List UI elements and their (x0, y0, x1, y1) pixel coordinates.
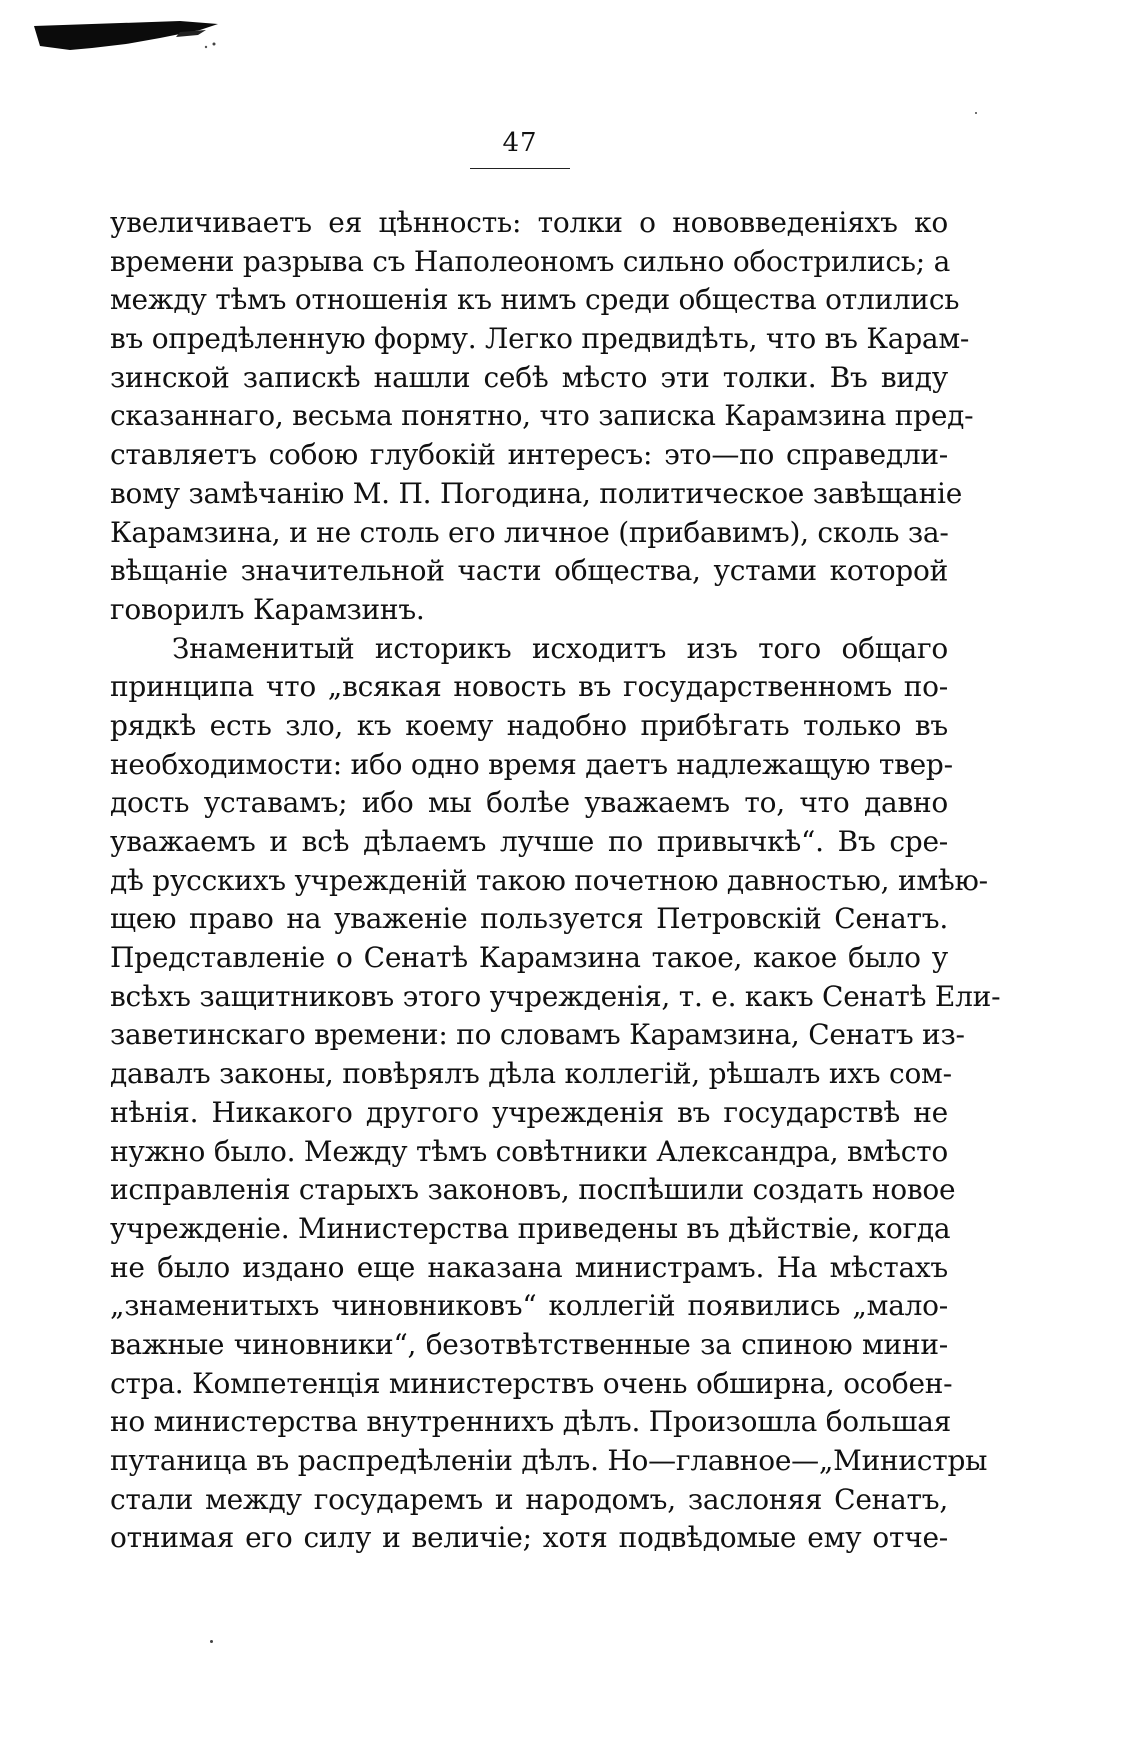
scan-speck (975, 112, 977, 114)
text-line: уважаемъ и всѣ дѣлаемъ лучше по привычкѣ“. Въ сре- (110, 825, 948, 858)
text-line: Карамзина, и не столь его личное (прибавимъ), сколь за- (110, 515, 949, 549)
text-line: отнимая его силу и величіе; хотя подвѣдомые ему отче- (110, 1521, 948, 1555)
text-line: путаница въ распредѣленіи дѣлъ. Но—главное—„Министры (110, 1444, 988, 1477)
text-line: исправленія старыхъ законовъ, поспѣшили создать новое (110, 1173, 956, 1207)
text-line: говорилъ Карамзинъ. (110, 592, 425, 626)
scan-artifact (30, 18, 220, 52)
text-line: рядкѣ есть зло, къ коему надобно прибѣгать только въ (110, 708, 948, 742)
text-line: учрежденіе. Министерства приведены въ дѣйствіе, когда (110, 1211, 951, 1245)
text-line: не было издано еще наказана министрамъ. На мѣстахъ (110, 1250, 948, 1284)
text-line: увеличиваетъ ея цѣнность: толки о нововведеніяхъ ко (110, 206, 948, 239)
text-line: дѣ русскихъ учрежденій такою почетною давностью, имѣю- (110, 863, 988, 897)
page-number: 47 (502, 128, 538, 158)
text-line: необходимости: ибо одно время даетъ надлежащую твер- (110, 747, 953, 781)
text-line: зинской запискѣ нашли себѣ мѣсто эти толки. Въ виду (110, 360, 948, 394)
text-line: щею право на уваженіе пользуется Петровскій Сенатъ. (110, 902, 948, 936)
text-line: Представленіе о Сенатѣ Карамзина такое, какое было у (110, 941, 948, 975)
text-line: между тѣмъ отношенія къ нимъ среди общества отлились (110, 283, 960, 317)
text-line: вѣщаніе значительной части общества, устами которой (110, 554, 948, 588)
text-line: времени разрыва съ Наполеономъ сильно обострились; а (110, 244, 951, 278)
scan-speck (210, 1640, 213, 1643)
text-line: стали между государемъ и народомъ, заслоняя Сенатъ, (110, 1482, 948, 1516)
paragraph-2 (110, 630, 1001, 1559)
text-line: стра. Компетенція министерствъ очень обширна, особен- (110, 1366, 953, 1400)
text-line: принципа что „всякая новость въ государственномъ по- (110, 670, 948, 704)
page-number-rule (470, 168, 570, 169)
paragraph-1 (110, 204, 974, 630)
text-line: давалъ законы, повѣрялъ дѣла коллегій, рѣшалъ ихъ сом- (110, 1057, 952, 1091)
text-line: ставляетъ собою глубокій интересъ: это—по справедли- (110, 438, 948, 472)
body-text (110, 204, 1001, 1558)
text-line: въ опредѣленную форму. Легко предвидѣть, что въ Карам- (110, 322, 970, 356)
text-line: Знаменитый историкъ исходитъ изъ того общаго (172, 631, 948, 665)
text-line: сказаннаго, весьма понятно, что записка Карамзина пред- (110, 399, 974, 433)
text-line: важные чиновники“, безотвѣтственные за спиною мини- (110, 1327, 948, 1361)
text-line: „знаменитыхъ чиновниковъ“ коллегій появились „мало- (110, 1289, 948, 1323)
text-line: всѣхъ защитниковъ этого учрежденія, т. е. какъ Сенатѣ Ели- (110, 979, 1001, 1013)
text-line: вому замѣчанію М. П. Погодина, политическое завѣщаніе (110, 476, 963, 510)
text-line: но министерства внутреннихъ дѣлъ. Произошла большая (110, 1405, 952, 1439)
text-line: нѣнія. Никакого другого учрежденія въ государствѣ не (110, 1095, 948, 1129)
text-line: дость уставамъ; ибо мы болѣе уважаемъ то, что давно (110, 786, 948, 820)
text-line: заветинскаго времени: по словамъ Карамзина, Сенатъ из- (110, 1018, 965, 1052)
text-line: нужно было. Между тѣмъ совѣтники Александра, вмѣсто (110, 1134, 948, 1168)
